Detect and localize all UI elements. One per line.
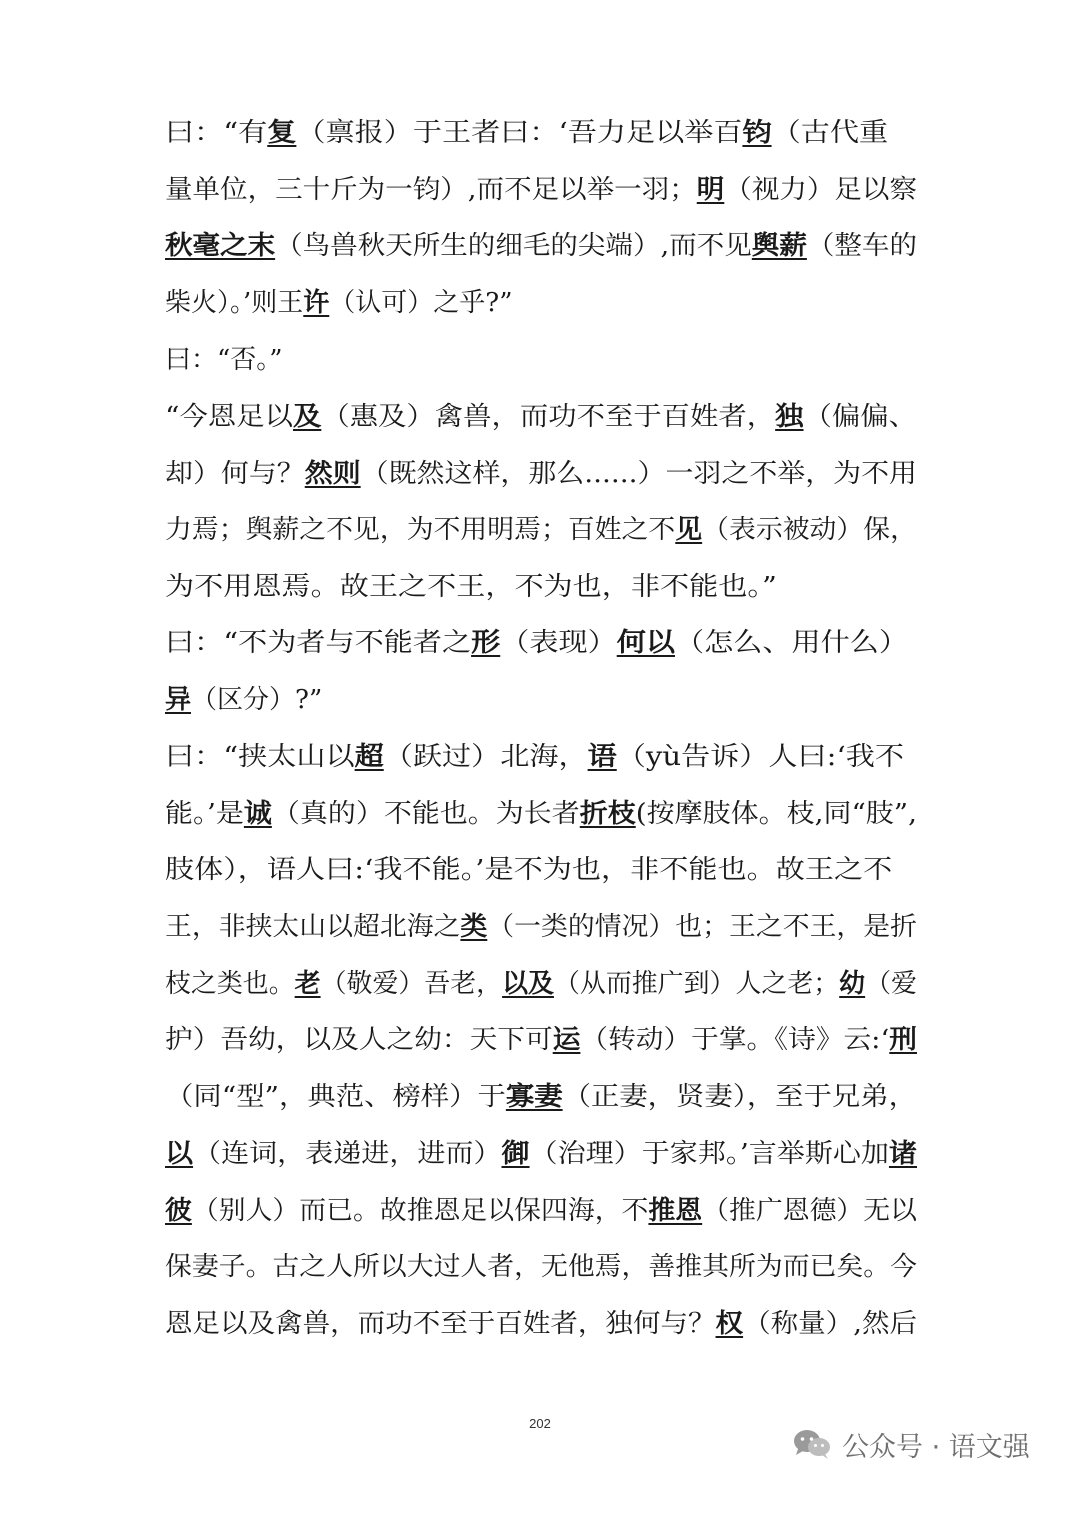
annotated-term: 钧 [742, 118, 772, 148]
text-span: （称量）,然后 [743, 1308, 917, 1339]
text-span: （表现） [500, 628, 617, 658]
text-span: （正妻，贤妻），至于兄弟， [562, 1082, 917, 1113]
annotated-term: 见 [675, 515, 703, 546]
annotated-term: 复 [267, 118, 297, 148]
watermark-text: 公众号 · 语文强 [842, 1431, 1030, 1463]
annotated-term: 刑 [889, 1025, 917, 1056]
text-span: （转动）于掌。《诗》云:‘ [580, 1025, 890, 1056]
annotated-term: 寡妻 [505, 1082, 563, 1113]
text-span: 肢体），语人曰:‘我不能。’是不为也，非不能也。故王之不 [165, 855, 893, 886]
text-span: 曰：“有 [165, 118, 268, 148]
annotated-term: 超 [354, 742, 384, 772]
text-span: （敬爱）吾老， [320, 968, 503, 999]
text-span: （视力）足以察 [724, 174, 917, 205]
page-number: 202 [529, 1416, 551, 1431]
text-span: （从而推广到）人之老； [553, 968, 840, 999]
text-span: （认可）之乎?” [329, 288, 513, 319]
annotated-term: 明 [696, 174, 725, 205]
wechat-logo-icon [792, 1427, 832, 1461]
text-line [165, 1126, 925, 1183]
annotated-term: 权 [715, 1308, 744, 1339]
text-span: （鸟兽秋天所生的细毛的尖端）,而不见 [275, 231, 752, 262]
annotated-term: 诚 [243, 798, 272, 829]
text-span: 量单位，三十斤为一钧）,而不足以举一羽； [165, 174, 697, 205]
text-span: （古代重 [771, 118, 889, 148]
text-line [165, 729, 925, 786]
text-line [165, 559, 925, 616]
annotated-term: 折枝 [579, 798, 636, 829]
text-span: 保妻子。古之人所以大过人者，无他焉，善推其所为而已矣。今 [165, 1252, 918, 1283]
watermark [792, 1422, 1030, 1466]
text-span: 却）何与？ [165, 458, 305, 489]
text-line [165, 615, 925, 672]
text-span: （惠及）禽兽，而功不至于百姓者， [321, 402, 776, 432]
paragraph-2 [165, 332, 925, 389]
annotated-term: 许 [303, 288, 330, 319]
annotated-term: 以及 [502, 968, 554, 999]
text-line [165, 502, 925, 559]
text-span: （同“型”，典范、榜样）于 [165, 1082, 506, 1113]
text-span: （连词，表递进，进而） [193, 1138, 502, 1169]
text-span: （跃过）北海， [383, 742, 588, 772]
annotated-term: 类 [460, 912, 488, 943]
text-span: （一类的情况）也；王之不王，是折 [487, 912, 918, 943]
text-span: （禀报）于王者曰：‘吾力足以举百 [296, 118, 743, 148]
annotated-term: 语 [587, 742, 617, 772]
text-line [165, 842, 925, 899]
text-line [165, 1012, 925, 1069]
text-line [165, 1296, 925, 1353]
text-span: （表示被动）保， [702, 515, 918, 546]
text-span: 曰：“否。” [165, 345, 283, 375]
text-line [165, 899, 925, 956]
text-span: 曰：“挟太山以 [165, 742, 355, 772]
text-line [165, 1183, 925, 1240]
text-line [165, 389, 925, 446]
annotated-term: 运 [552, 1025, 581, 1056]
annotated-term: 舆薪 [751, 231, 807, 262]
text-line [165, 1239, 925, 1296]
text-span: （整车的 [806, 231, 917, 262]
annotated-term: 然则 [304, 458, 361, 489]
text-span: 为不用恩焉。故王之不王，不为也，非不能也。” [165, 572, 777, 603]
text-span: 护）吾幼，以及人之幼：天下可 [165, 1025, 553, 1056]
paragraph-1 [165, 105, 925, 332]
annotated-term: 老 [294, 968, 321, 999]
annotated-term: 秋毫之末 [165, 231, 276, 262]
annotated-term: 异 [165, 684, 192, 715]
text-span: （别人）而已。故推恩足以保四海，不 [191, 1195, 649, 1226]
text-span: （既然这样，那么......）一羽之不举，为不用 [360, 458, 917, 489]
text-line [165, 786, 925, 843]
text-span: （区分）?” [191, 684, 323, 715]
text-line [165, 672, 925, 729]
annotated-term: 幼 [839, 968, 866, 999]
text-span: 王，非挟太山以超北海之 [165, 912, 461, 943]
text-line [165, 275, 925, 332]
text-span: 枝之类也。 [165, 968, 295, 999]
paragraph-5 [165, 729, 925, 1353]
text-line [165, 162, 925, 219]
paragraph-3 [165, 389, 925, 616]
text-span: 能。’是 [165, 798, 244, 829]
text-span: （怎么、用什么） [674, 628, 908, 658]
paragraph-4 [165, 615, 925, 728]
text-span: （爱 [865, 968, 917, 999]
text-span: (按摩肢体。枝,同“肢”, [635, 798, 917, 829]
annotated-term: 诸 [888, 1138, 917, 1169]
annotated-term: 独 [775, 402, 804, 432]
annotated-term: 彼 [165, 1195, 192, 1226]
text-line [165, 1069, 925, 1126]
text-line [165, 105, 925, 162]
annotated-term: 推恩 [648, 1195, 703, 1226]
text-span: （yù告诉）人曰:‘我不 [616, 742, 904, 772]
text-line [165, 446, 925, 503]
text-line [165, 956, 925, 1013]
annotated-term: 形 [471, 628, 501, 658]
annotated-term: 以 [165, 1138, 194, 1169]
text-line [165, 332, 925, 389]
text-span: 恩足以及禽兽，而功不至于百姓者，独何与？ [165, 1308, 716, 1339]
text-span: 柴火）。’则王 [165, 288, 304, 319]
text-span: （推广恩德）无以 [702, 1195, 917, 1226]
annotated-term: 何以 [616, 628, 675, 658]
text-span: （治理）于家邦。’言举斯心加 [529, 1138, 889, 1169]
text-span: 力焉；舆薪之不见，为不用明焉；百姓之不 [165, 515, 676, 546]
annotated-term: 御 [501, 1138, 530, 1169]
text-span: “今恩足以 [165, 402, 293, 432]
annotated-term: 及 [292, 402, 322, 432]
text-span: 曰：“不为者与不能者之 [165, 628, 472, 658]
text-line [165, 218, 925, 275]
text-span: （真的）不能也。为长者 [271, 798, 580, 829]
text-span: （偏偏、 [803, 402, 917, 432]
